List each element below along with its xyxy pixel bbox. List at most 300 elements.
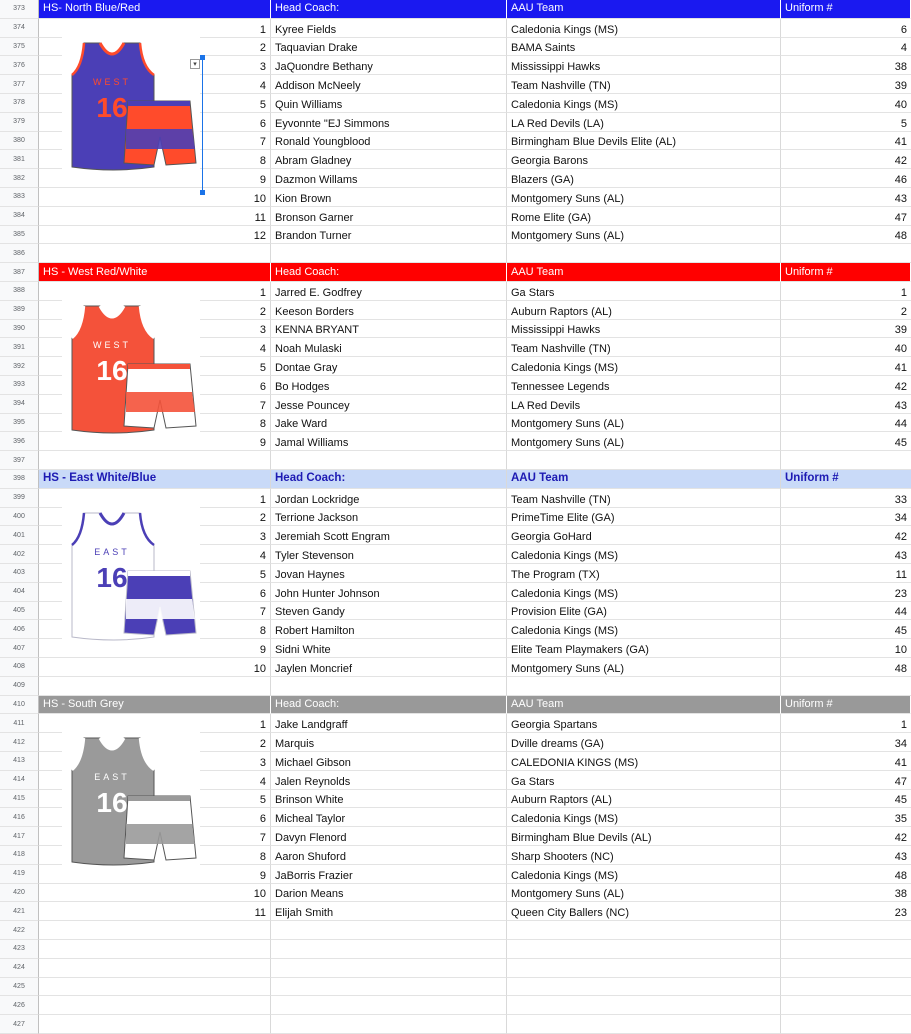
row-number[interactable]: 422: [0, 921, 39, 940]
row-number[interactable]: 380: [0, 132, 39, 151]
player-name-cell[interactable]: Jesse Pouncey: [271, 395, 507, 414]
player-name-cell[interactable]: Noah Mulaski: [271, 338, 507, 357]
player-name-cell[interactable]: Bronson Garner: [271, 207, 507, 226]
aau-team-cell[interactable]: Georgia GoHard: [507, 526, 781, 545]
uniform-label[interactable]: Uniform #: [781, 470, 911, 489]
row-number[interactable]: 390: [0, 320, 39, 339]
uniform-label[interactable]: Uniform #: [781, 0, 911, 19]
row-number[interactable]: 410: [0, 696, 39, 715]
player-name-cell[interactable]: Jarred E. Godfrey: [271, 282, 507, 301]
shorts-shape: [124, 101, 196, 165]
uniform-number-cell[interactable]: 48: [781, 865, 911, 884]
empty-cell[interactable]: [781, 996, 911, 1015]
player-name-cell[interactable]: Aaron Shuford: [271, 846, 507, 865]
row-number[interactable]: 392: [0, 357, 39, 376]
chevron-down-icon[interactable]: ▾: [190, 59, 200, 69]
player-index-cell[interactable]: 3: [39, 320, 271, 339]
player-name-cell[interactable]: Keeson Borders: [271, 301, 507, 320]
player-index-cell[interactable]: 2: [39, 733, 271, 752]
player-index-cell[interactable]: 2: [39, 301, 271, 320]
row-number[interactable]: 379: [0, 113, 39, 132]
empty-cell[interactable]: [507, 921, 781, 940]
player-index-cell[interactable]: 7: [39, 827, 271, 846]
row-number[interactable]: 389: [0, 301, 39, 320]
aau-team-cell[interactable]: The Program (TX): [507, 564, 781, 583]
player-index-cell[interactable]: 10: [39, 188, 271, 207]
uniform-number-cell[interactable]: 10: [781, 639, 911, 658]
player-index-cell[interactable]: 3: [39, 526, 271, 545]
player-name-cell[interactable]: Tyler Stevenson: [271, 545, 507, 564]
player-index-cell[interactable]: 7: [39, 395, 271, 414]
row-number[interactable]: 401: [0, 526, 39, 545]
head-coach-label[interactable]: Head Coach:: [271, 263, 507, 282]
jersey-number: 16: [96, 91, 128, 123]
row-number[interactable]: 413: [0, 752, 39, 771]
row-number[interactable]: 420: [0, 884, 39, 903]
empty-cell[interactable]: [39, 921, 271, 940]
blank-row: [0, 677, 911, 696]
empty-cell[interactable]: [39, 244, 271, 263]
row-number[interactable]: 415: [0, 790, 39, 809]
table-row: [0, 207, 911, 226]
aau-team-cell[interactable]: Auburn Raptors (AL): [507, 301, 781, 320]
player-index-cell[interactable]: 5: [39, 357, 271, 376]
uniform-number-cell[interactable]: 43: [781, 846, 911, 865]
player-name-cell[interactable]: Ronald Youngblood: [271, 132, 507, 151]
uniform-number-cell[interactable]: 46: [781, 169, 911, 188]
player-name-cell[interactable]: Kyree Fields: [271, 19, 507, 38]
empty-cell[interactable]: [39, 451, 271, 470]
row-number[interactable]: 418: [0, 846, 39, 865]
blank-row: [0, 940, 911, 959]
player-index-cell[interactable]: 5: [39, 790, 271, 809]
aau-team-cell[interactable]: Caledonia Kings (MS): [507, 583, 781, 602]
aau-team-cell[interactable]: Caledonia Kings (MS): [507, 865, 781, 884]
aau-team-cell[interactable]: Montgomery Suns (AL): [507, 884, 781, 903]
player-name-cell[interactable]: Jaylen Moncrief: [271, 658, 507, 677]
empty-cell[interactable]: [507, 244, 781, 263]
jersey-number: 16: [96, 787, 128, 819]
aau-team-cell[interactable]: Caledonia Kings (MS): [507, 545, 781, 564]
player-name-cell[interactable]: Brinson White: [271, 790, 507, 809]
player-name-cell[interactable]: KENNA BRYANT: [271, 320, 507, 339]
aau-team-cell[interactable]: Caledonia Kings (MS): [507, 808, 781, 827]
aau-team-cell[interactable]: Elite Team Playmakers (GA): [507, 639, 781, 658]
player-name-cell[interactable]: Steven Gandy: [271, 602, 507, 621]
uniform-image[interactable]: [62, 507, 200, 657]
empty-cell[interactable]: [271, 996, 507, 1015]
aau-team-cell[interactable]: Caledonia Kings (MS): [507, 620, 781, 639]
aau-team-cell[interactable]: Dville dreams (GA): [507, 733, 781, 752]
player-index-cell[interactable]: 5: [39, 94, 271, 113]
empty-cell[interactable]: [781, 978, 911, 997]
row-number[interactable]: 402: [0, 545, 39, 564]
player-index-cell[interactable]: 7: [39, 602, 271, 621]
empty-cell[interactable]: [507, 959, 781, 978]
uniform-number-cell[interactable]: 45: [781, 432, 911, 451]
uniform-number-cell[interactable]: 39: [781, 75, 911, 94]
uniform-number-cell[interactable]: 45: [781, 790, 911, 809]
player-name-cell[interactable]: Addison McNeely: [271, 75, 507, 94]
uniform-number-cell[interactable]: 48: [781, 658, 911, 677]
empty-cell[interactable]: [271, 959, 507, 978]
section-title[interactable]: HS - West Red/White: [39, 263, 271, 282]
empty-cell[interactable]: [507, 978, 781, 997]
empty-cell[interactable]: [781, 1015, 911, 1034]
aau-team-cell[interactable]: Montgomery Suns (AL): [507, 432, 781, 451]
blank-row: [0, 921, 911, 940]
head-coach-label[interactable]: Head Coach:: [271, 470, 507, 489]
player-name-cell[interactable]: Jake Ward: [271, 414, 507, 433]
row-number[interactable]: 385: [0, 226, 39, 245]
aau-team-cell[interactable]: Montgomery Suns (AL): [507, 414, 781, 433]
uniform-number-cell[interactable]: 41: [781, 132, 911, 151]
row-number[interactable]: 425: [0, 978, 39, 997]
empty-cell[interactable]: [39, 978, 271, 997]
aau-team-cell[interactable]: Montgomery Suns (AL): [507, 226, 781, 245]
row-number[interactable]: 394: [0, 395, 39, 414]
empty-cell[interactable]: [271, 244, 507, 263]
uniform-image[interactable]: [62, 300, 200, 450]
row-number[interactable]: 400: [0, 508, 39, 527]
row-number[interactable]: 384: [0, 207, 39, 226]
empty-cell[interactable]: [271, 940, 507, 959]
uniform-number-cell[interactable]: 42: [781, 526, 911, 545]
player-index-cell[interactable]: 11: [39, 902, 271, 921]
aau-team-label[interactable]: AAU Team: [507, 696, 781, 715]
empty-cell[interactable]: [781, 959, 911, 978]
row-number[interactable]: 424: [0, 959, 39, 978]
player-name-cell[interactable]: Taquavian Drake: [271, 38, 507, 57]
shorts-shape: [124, 571, 196, 635]
jersey-text: EAST: [94, 546, 130, 557]
player-name-cell[interactable]: Jordan Lockridge: [271, 489, 507, 508]
empty-cell[interactable]: [271, 921, 507, 940]
uniform-number-cell[interactable]: 42: [781, 150, 911, 169]
empty-cell[interactable]: [781, 677, 911, 696]
row-number[interactable]: 373: [0, 0, 39, 19]
player-index-cell[interactable]: 4: [39, 545, 271, 564]
uniform-number-cell[interactable]: 43: [781, 545, 911, 564]
jersey-text: WEST: [93, 340, 131, 350]
aau-team-cell[interactable]: Tennessee Legends: [507, 376, 781, 395]
player-name-cell[interactable]: Dazmon Willams: [271, 169, 507, 188]
player-name-cell[interactable]: Jake Landgraff: [271, 714, 507, 733]
row-number[interactable]: 397: [0, 451, 39, 470]
aau-team-cell[interactable]: Ga Stars: [507, 282, 781, 301]
empty-cell[interactable]: [781, 244, 911, 263]
row-number[interactable]: 375: [0, 38, 39, 57]
player-index-cell[interactable]: 1: [39, 19, 271, 38]
player-name-cell[interactable]: Robert Hamilton: [271, 620, 507, 639]
aau-team-cell[interactable]: Montgomery Suns (AL): [507, 658, 781, 677]
player-name-cell[interactable]: Michael Gibson: [271, 752, 507, 771]
empty-cell[interactable]: [271, 451, 507, 470]
player-index-cell[interactable]: 10: [39, 658, 271, 677]
player-index-cell[interactable]: 3: [39, 56, 271, 75]
uniform-number-cell[interactable]: 2: [781, 301, 911, 320]
uniform-number-cell[interactable]: 5: [781, 113, 911, 132]
aau-team-cell[interactable]: Montgomery Suns (AL): [507, 188, 781, 207]
row-number[interactable]: 386: [0, 244, 39, 263]
player-index-cell[interactable]: 10: [39, 884, 271, 903]
row-number[interactable]: 374: [0, 19, 39, 38]
section-header-row: [0, 696, 911, 715]
uniform-number-cell[interactable]: 34: [781, 733, 911, 752]
uniform-number-cell[interactable]: 4: [781, 38, 911, 57]
aau-team-cell[interactable]: Sharp Shooters (NC): [507, 846, 781, 865]
row-number[interactable]: 388: [0, 282, 39, 301]
empty-cell[interactable]: [507, 1015, 781, 1034]
row-number[interactable]: 378: [0, 94, 39, 113]
player-name-cell[interactable]: Marquis: [271, 733, 507, 752]
aau-team-cell[interactable]: Mississippi Hawks: [507, 56, 781, 75]
aau-team-cell[interactable]: Caledonia Kings (MS): [507, 357, 781, 376]
player-index-cell[interactable]: 1: [39, 282, 271, 301]
aau-team-cell[interactable]: Queen City Ballers (NC): [507, 902, 781, 921]
aau-team-cell[interactable]: Mississippi Hawks: [507, 320, 781, 339]
player-name-cell[interactable]: JaBorris Frazier: [271, 865, 507, 884]
aau-team-cell[interactable]: Georgia Barons: [507, 150, 781, 169]
row-number[interactable]: 423: [0, 940, 39, 959]
player-name-cell[interactable]: Elijah Smith: [271, 902, 507, 921]
row-number[interactable]: 376: [0, 56, 39, 75]
player-index-cell[interactable]: 9: [39, 639, 271, 658]
player-name-cell[interactable]: Bo Hodges: [271, 376, 507, 395]
player-index-cell[interactable]: 9: [39, 865, 271, 884]
empty-cell[interactable]: [39, 959, 271, 978]
uniform-number-cell[interactable]: 23: [781, 583, 911, 602]
row-number[interactable]: 377: [0, 75, 39, 94]
head-coach-label[interactable]: Head Coach:: [271, 0, 507, 19]
row-number[interactable]: 396: [0, 432, 39, 451]
row-number[interactable]: 391: [0, 338, 39, 357]
aau-team-cell[interactable]: Georgia Spartans: [507, 714, 781, 733]
empty-cell[interactable]: [39, 940, 271, 959]
player-name-cell[interactable]: Davyn Flenord: [271, 827, 507, 846]
head-coach-label[interactable]: Head Coach:: [271, 696, 507, 715]
empty-cell[interactable]: [271, 677, 507, 696]
player-index-cell[interactable]: 9: [39, 432, 271, 451]
row-number[interactable]: 383: [0, 188, 39, 207]
empty-cell[interactable]: [39, 1015, 271, 1034]
row-number[interactable]: 407: [0, 639, 39, 658]
player-name-cell[interactable]: Jamal Williams: [271, 432, 507, 451]
row-number[interactable]: 417: [0, 827, 39, 846]
aau-team-cell[interactable]: Rome Elite (GA): [507, 207, 781, 226]
uniform-number-cell[interactable]: 39: [781, 320, 911, 339]
aau-team-label[interactable]: AAU Team: [507, 263, 781, 282]
player-name-cell[interactable]: John Hunter Johnson: [271, 583, 507, 602]
uniform-number-cell[interactable]: 38: [781, 884, 911, 903]
player-name-cell[interactable]: Jalen Reynolds: [271, 771, 507, 790]
player-index-cell[interactable]: 11: [39, 207, 271, 226]
empty-cell[interactable]: [781, 451, 911, 470]
uniform-number-cell[interactable]: 43: [781, 188, 911, 207]
aau-team-cell[interactable]: Blazers (GA): [507, 169, 781, 188]
uniform-number-cell[interactable]: 41: [781, 357, 911, 376]
player-index-cell[interactable]: 4: [39, 338, 271, 357]
uniform-number-cell[interactable]: 23: [781, 902, 911, 921]
row-number[interactable]: 398: [0, 470, 39, 489]
player-name-cell[interactable]: Sidni White: [271, 639, 507, 658]
player-index-cell[interactable]: 2: [39, 38, 271, 57]
aau-team-cell[interactable]: Team Nashville (TN): [507, 75, 781, 94]
aau-team-cell[interactable]: Team Nashville (TN): [507, 489, 781, 508]
uniform-number-cell[interactable]: 47: [781, 207, 911, 226]
player-index-cell[interactable]: 6: [39, 808, 271, 827]
aau-team-cell[interactable]: Auburn Raptors (AL): [507, 790, 781, 809]
row-number[interactable]: 399: [0, 489, 39, 508]
aau-team-cell[interactable]: PrimeTime Elite (GA): [507, 508, 781, 527]
empty-cell[interactable]: [39, 677, 271, 696]
table-row: [0, 489, 911, 508]
player-index-cell[interactable]: 6: [39, 583, 271, 602]
row-number[interactable]: 416: [0, 808, 39, 827]
row-number[interactable]: 395: [0, 414, 39, 433]
player-index-cell[interactable]: 7: [39, 132, 271, 151]
aau-team-cell[interactable]: CALEDONIA KINGS (MS): [507, 752, 781, 771]
uniform-number-cell[interactable]: 47: [781, 771, 911, 790]
player-index-cell[interactable]: 4: [39, 771, 271, 790]
section-title[interactable]: HS- North Blue/Red: [39, 0, 271, 19]
uniform-image[interactable]: [62, 37, 200, 187]
empty-cell[interactable]: [39, 996, 271, 1015]
player-index-cell[interactable]: 8: [39, 150, 271, 169]
player-name-cell[interactable]: Darion Means: [271, 884, 507, 903]
row-number[interactable]: 419: [0, 865, 39, 884]
player-name-cell[interactable]: Micheal Taylor: [271, 808, 507, 827]
row-number[interactable]: 411: [0, 714, 39, 733]
row-number[interactable]: 393: [0, 376, 39, 395]
row-number[interactable]: 408: [0, 658, 39, 677]
section-header-row: [0, 0, 911, 19]
row-number[interactable]: 406: [0, 620, 39, 639]
aau-team-cell[interactable]: LA Red Devils (LA): [507, 113, 781, 132]
player-index-cell[interactable]: 1: [39, 714, 271, 733]
row-number[interactable]: 382: [0, 169, 39, 188]
uniform-number-cell[interactable]: 35: [781, 808, 911, 827]
uniform-number-cell[interactable]: 33: [781, 489, 911, 508]
player-index-cell[interactable]: 8: [39, 620, 271, 639]
uniform-number-cell[interactable]: 1: [781, 282, 911, 301]
row-number[interactable]: 426: [0, 996, 39, 1015]
empty-cell[interactable]: [507, 996, 781, 1015]
row-number[interactable]: 421: [0, 902, 39, 921]
section-title[interactable]: HS - East White/Blue: [39, 470, 271, 489]
row-number[interactable]: 409: [0, 677, 39, 696]
uniform-number-cell[interactable]: 11: [781, 564, 911, 583]
image-resize-handle[interactable]: [202, 55, 203, 195]
player-index-cell[interactable]: 5: [39, 564, 271, 583]
uniform-number-cell[interactable]: 6: [781, 19, 911, 38]
aau-team-cell[interactable]: Team Nashville (TN): [507, 338, 781, 357]
table-row: [0, 884, 911, 903]
player-name-cell[interactable]: Kion Brown: [271, 188, 507, 207]
player-name-cell[interactable]: JaQuondre Bethany: [271, 56, 507, 75]
player-index-cell[interactable]: 6: [39, 376, 271, 395]
uniform-number-cell[interactable]: 44: [781, 602, 911, 621]
row-number[interactable]: 387: [0, 263, 39, 282]
player-index-cell[interactable]: 8: [39, 414, 271, 433]
uniform-number-cell[interactable]: 45: [781, 620, 911, 639]
uniform-number-cell[interactable]: 40: [781, 338, 911, 357]
empty-cell[interactable]: [507, 940, 781, 959]
row-number[interactable]: 414: [0, 771, 39, 790]
section-header-row: [0, 470, 911, 489]
row-number[interactable]: 404: [0, 583, 39, 602]
empty-cell[interactable]: [507, 677, 781, 696]
uniform-number-cell[interactable]: 42: [781, 376, 911, 395]
row-number[interactable]: 427: [0, 1015, 39, 1034]
aau-team-cell[interactable]: Birmingham Blue Devils (AL): [507, 827, 781, 846]
jersey-text: WEST: [93, 76, 131, 87]
row-number[interactable]: 405: [0, 602, 39, 621]
row-number[interactable]: 381: [0, 150, 39, 169]
section-title[interactable]: HS - South Grey: [39, 696, 271, 715]
player-index-cell[interactable]: 9: [39, 169, 271, 188]
player-index-cell[interactable]: 6: [39, 113, 271, 132]
uniform-image[interactable]: [62, 732, 200, 882]
player-name-cell[interactable]: Eyvonnte "EJ Simmons: [271, 113, 507, 132]
uniform-number-cell[interactable]: 44: [781, 414, 911, 433]
uniform-number-cell[interactable]: 42: [781, 827, 911, 846]
player-index-cell[interactable]: 4: [39, 75, 271, 94]
player-name-cell[interactable]: Dontae Gray: [271, 357, 507, 376]
uniform-number-cell[interactable]: 38: [781, 56, 911, 75]
player-index-cell[interactable]: 1: [39, 489, 271, 508]
empty-cell[interactable]: [271, 978, 507, 997]
jersey-number: 16: [96, 561, 128, 593]
uniform-number-cell[interactable]: 34: [781, 508, 911, 527]
uniform-label[interactable]: Uniform #: [781, 263, 911, 282]
uniform-number-cell[interactable]: 43: [781, 395, 911, 414]
aau-team-label[interactable]: AAU Team: [507, 0, 781, 19]
empty-cell[interactable]: [507, 451, 781, 470]
player-name-cell[interactable]: Terrione Jackson: [271, 508, 507, 527]
aau-team-cell[interactable]: Birmingham Blue Devils Elite (AL): [507, 132, 781, 151]
aau-team-cell[interactable]: BAMA Saints: [507, 38, 781, 57]
player-name-cell[interactable]: Abram Gladney: [271, 150, 507, 169]
empty-cell[interactable]: [781, 921, 911, 940]
empty-cell[interactable]: [271, 1015, 507, 1034]
player-index-cell[interactable]: 2: [39, 508, 271, 527]
aau-team-cell[interactable]: Caledonia Kings (MS): [507, 19, 781, 38]
player-name-cell[interactable]: Brandon Turner: [271, 226, 507, 245]
uniform-number-cell[interactable]: 48: [781, 226, 911, 245]
uniform-number-cell[interactable]: 41: [781, 752, 911, 771]
aau-team-cell[interactable]: LA Red Devils: [507, 395, 781, 414]
aau-team-cell[interactable]: Ga Stars: [507, 771, 781, 790]
aau-team-cell[interactable]: Provision Elite (GA): [507, 602, 781, 621]
player-index-cell[interactable]: 3: [39, 752, 271, 771]
uniform-label[interactable]: Uniform #: [781, 696, 911, 715]
uniform-number-cell[interactable]: 1: [781, 714, 911, 733]
row-number[interactable]: 412: [0, 733, 39, 752]
player-name-cell[interactable]: Jeremiah Scott Engram: [271, 526, 507, 545]
player-name-cell[interactable]: Jovan Haynes: [271, 564, 507, 583]
player-name-cell[interactable]: Quin Williams: [271, 94, 507, 113]
player-index-cell[interactable]: 8: [39, 846, 271, 865]
player-index-cell[interactable]: 12: [39, 226, 271, 245]
jersey-number: 16: [96, 355, 128, 386]
aau-team-label[interactable]: AAU Team: [507, 470, 781, 489]
empty-cell[interactable]: [781, 940, 911, 959]
row-number[interactable]: 403: [0, 564, 39, 583]
blank-row: [0, 451, 911, 470]
uniform-number-cell[interactable]: 40: [781, 94, 911, 113]
aau-team-cell[interactable]: Caledonia Kings (MS): [507, 94, 781, 113]
